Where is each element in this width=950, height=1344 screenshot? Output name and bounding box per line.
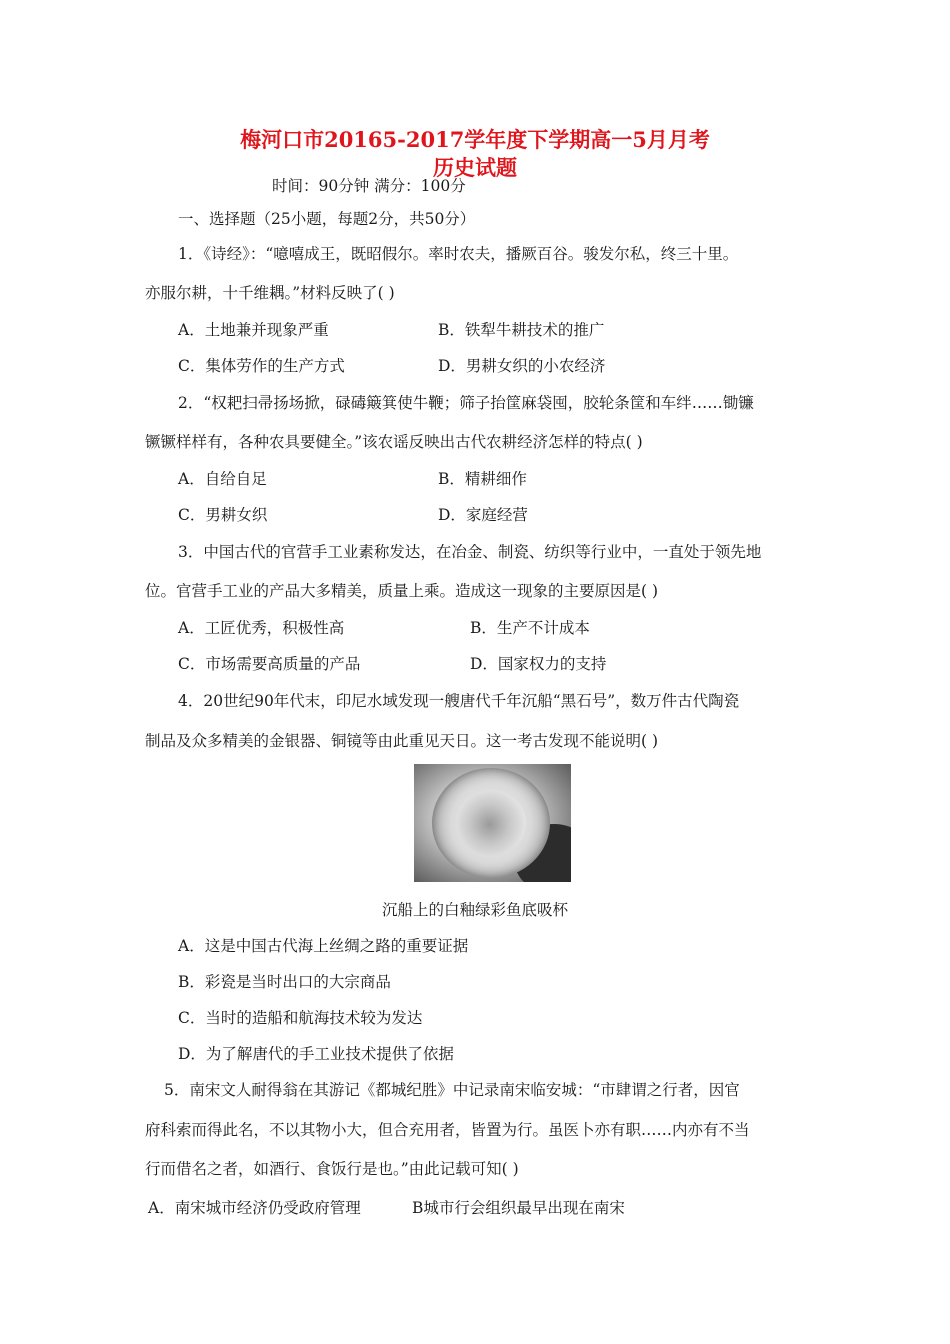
- question-stem-line: 制品及众多精美的金银器、铜镜等由此重见天日。这一考古发现不能说明( ): [145, 732, 659, 750]
- option-b: B．精耕细作: [438, 470, 527, 488]
- option-c: C．市场需要高质量的产品: [178, 655, 361, 673]
- option-b: B城市行会组织最早出现在南宋: [412, 1199, 625, 1217]
- exam-subject: 历史试题: [433, 155, 517, 180]
- question-stem-line: 亦服尔耕，十千维耦。”材料反映了( ): [145, 284, 395, 302]
- option-c: C．男耕女织: [178, 506, 268, 524]
- question-stem-line: 2．“权耙扫帚扬场掀，碌碡簸箕使牛鞭；筛子抬筐麻袋囤，胶轮条筐和车绊……锄镰: [178, 394, 754, 412]
- question-stem-line: 4．20世纪90年代末，印尼水域发现一艘唐代千年沉船“黑石号”，数万件古代陶瓷: [178, 692, 740, 710]
- option-a: A．土地兼并现象严重: [178, 321, 329, 339]
- option-a: A．工匠优秀，积极性高: [178, 619, 345, 637]
- option-a: A．南宋城市经济仍受政府管理: [148, 1199, 361, 1217]
- question-stem-line: 镢镢样样有，各种农具要健全。”该农谣反映出古代农耕经济怎样的特点( ): [145, 433, 643, 451]
- option-d: D．家庭经营: [438, 506, 528, 524]
- figure-caption: 沉船上的白釉绿彩鱼底吸杯: [381, 901, 568, 919]
- question-stem-line: 3．中国古代的官营手工业素称发达，在冶金、制瓷、纺织等行业中，一直处于领先地: [178, 543, 762, 561]
- option-a: A．自给自足: [178, 470, 267, 488]
- shipwreck-cup-photo: [414, 764, 571, 882]
- option-d: D．为了解唐代的手工业技术提供了依据: [178, 1045, 454, 1063]
- option-d: D．国家权力的支持: [470, 655, 607, 673]
- question-stem-line: 5．南宋文人耐得翁在其游记《都城纪胜》中记录南宋临安城：“市肆谓之行者，因官: [164, 1081, 740, 1099]
- question-stem-line: 1．《诗经》：“噫嘻成王，既昭假尔。率时农夫，播厥百谷。骏发尔私，终三十里。: [178, 245, 739, 263]
- question-stem-line: 行而借名之者，如酒行、食饭行是也。”由此记载可知( ): [145, 1160, 519, 1178]
- exam-title: 梅河口市20165-2017学年度下学期高一5月月考: [240, 127, 710, 152]
- option-c: C．集体劳作的生产方式: [178, 357, 345, 375]
- option-a: A．这是中国古代海上丝绸之路的重要证据: [178, 937, 469, 955]
- option-b: B．铁犁牛耕技术的推广: [438, 321, 605, 339]
- option-c: C．当时的造船和航海技术较为发达: [178, 1009, 423, 1027]
- option-b: B．彩瓷是当时出口的大宗商品: [178, 973, 391, 991]
- question-stem-line: 府科索而得此名，不以其物小大，但合充用者，皆置为行。虽医卜亦有职……内亦有不当: [145, 1121, 750, 1139]
- option-d: D．男耕女织的小农经济: [438, 357, 606, 375]
- section-heading: 一、选择题（25小题，每题2分，共50分）: [178, 210, 476, 228]
- time-info: 时间：90分钟 满分：100分: [272, 177, 466, 195]
- option-b: B．生产不计成本: [470, 619, 590, 637]
- question-stem-line: 位。官营手工业的产品大多精美，质量上乘。造成这一现象的主要原因是( ): [145, 582, 659, 600]
